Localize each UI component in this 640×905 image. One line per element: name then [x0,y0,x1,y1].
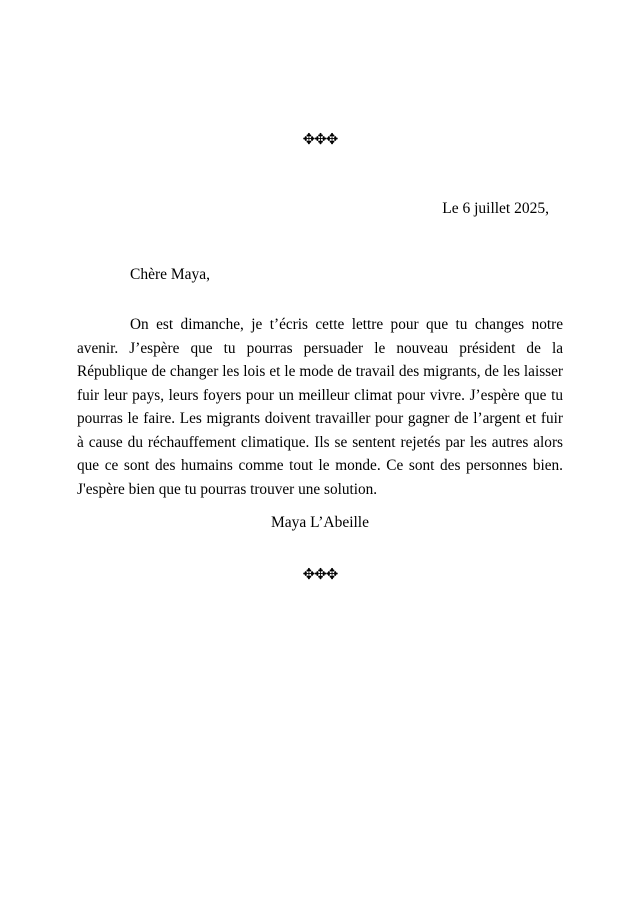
ornament-bottom-icon: ✥✥✥ [302,565,338,583]
ornament-top-icon: ✥✥✥ [302,130,338,148]
letter-salutation: Chère Maya, [130,266,211,283]
letter-body: On est dimanche, je t’écris cette lettre pour que tu changes notre avenir. J’espère que tu pourras persuader le nouveau président de la République de changer les lois et le mode de travail des migrants, de les laisser fuir leur pays, leurs foyers pour un meilleur climat pour vivre. J’espère que tu pourras le faire. Les migrants doivent travailler pour gagner de l’argent et fuir à cause du réchauffement climatique. Ils se sentent rejetés par les autres alors que ce sont des humains comme tout le monde. Ce sont des personnes bien. J'espère bien que tu pourras trouver une solution. [77,316,563,498]
letter-date: Le 6 juillet 2025, [442,200,549,217]
letter-signature: Maya L’Abeille [271,514,369,531]
